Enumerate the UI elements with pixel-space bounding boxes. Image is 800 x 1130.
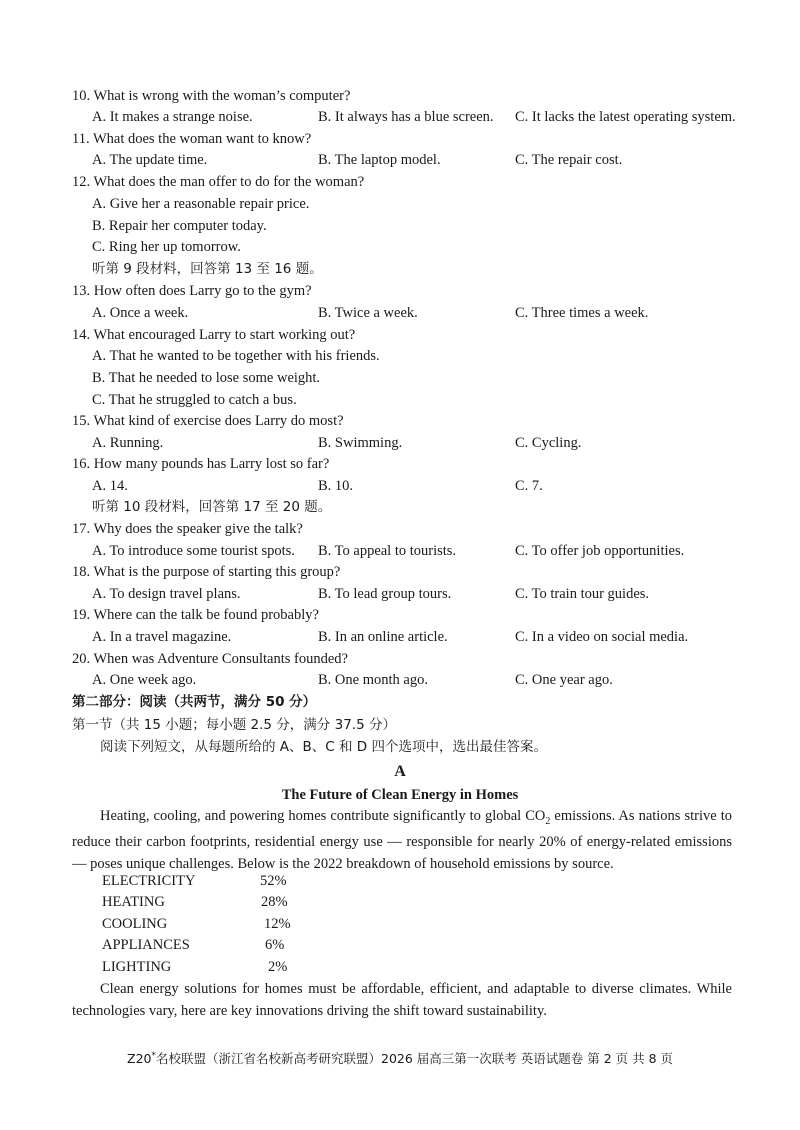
passage-title: The Future of Clean Energy in Homes (281, 787, 519, 803)
q13-option-c: C. Three times a week. (515, 305, 649, 321)
q12-option-a: A. Give her a reasonable repair price. (92, 196, 310, 212)
footer-prefix: Z20 (127, 1051, 152, 1067)
breakdown-source: ELECTRICITY (102, 873, 196, 889)
breakdown-source: COOLING (102, 916, 168, 932)
p2-text: Clean energy solutions for homes must be affordable, efficient, and adaptable to diverse climates. While technologies vary, here are key innovations driving the shift toward sustainability. (72, 981, 732, 1019)
q12-option-c: C. Ring her up tomorrow. (92, 239, 241, 255)
q16-option-b: B. 10. (318, 478, 354, 494)
p1-text-before: Heating, cooling, and powering homes contribute significantly to global CO (100, 808, 546, 824)
q16-option-a: A. 14. (92, 478, 128, 494)
footer-sup: * (151, 1051, 156, 1061)
breakdown-share: 12% (264, 916, 291, 932)
segment-10-instruction: 听第 10 段材料，回答第 17 至 20 题。 (92, 499, 332, 515)
reading-directions: 阅读下列短文，从每题所给的 A、B、C 和 D 四个选项中，选出最佳答案。 (100, 739, 547, 755)
question-12: 12. What does the man offer to do for the woman? (72, 174, 365, 190)
q18-option-b: B. To lead group tours. (318, 586, 452, 602)
q18-option-c: C. To train tour guides. (515, 586, 650, 602)
question-14: 14. What encouraged Larry to start working out? (72, 327, 356, 343)
q18-option-a: A. To design travel plans. (92, 586, 241, 602)
breakdown-source: HEATING (102, 894, 165, 910)
q14-option-b: B. That he needed to lose some weight. (92, 370, 321, 386)
passage-paragraph-1 (72, 806, 732, 875)
question-11: 11. What does the woman want to know? (72, 131, 312, 147)
breakdown-source: APPLIANCES (102, 937, 190, 953)
q10-option-c: C. It lacks the latest operating system. (515, 109, 736, 125)
q19-option-b: B. In an online article. (318, 629, 448, 645)
p1-text-after: emissions. As nations strive to reduce their carbon footprints, residential energy use — responsible for nearly 20% of energy-related emissions — poses unique challenges. Below is the 2022 breakdown of household emissions by source. (72, 808, 732, 872)
q13-option-b: B. Twice a week. (318, 305, 418, 321)
q16-option-c: C. 7. (515, 478, 543, 494)
segment-9-instruction: 听第 9 段材料，回答第 13 至 16 题。 (92, 261, 323, 277)
page-footer (0, 1046, 800, 1069)
q20-option-b: B. One month ago. (318, 672, 428, 688)
question-16: 16. How many pounds has Larry lost so far? (72, 456, 330, 472)
breakdown-share: 52% (260, 873, 287, 889)
q12-option-b: B. Repair her computer today. (92, 218, 267, 234)
q15-option-a: A. Running. (92, 435, 164, 451)
breakdown-share: 28% (261, 894, 288, 910)
q11-option-a: A. The update time. (92, 152, 208, 168)
passage-letter: A (394, 763, 406, 780)
question-15: 15. What kind of exercise does Larry do most? (72, 413, 344, 429)
q15-option-b: B. Swimming. (318, 435, 403, 451)
q20-option-c: C. One year ago. (515, 672, 613, 688)
part-2-heading: 第二部分：阅读（共两节，满分 50 分） (72, 694, 317, 710)
question-20: 20. When was Adventure Consultants founded? (72, 651, 348, 667)
q19-option-c: C. In a video on social media. (515, 629, 689, 645)
q14-option-a: A. That he wanted to be together with his friends. (92, 348, 380, 364)
section-1-heading: 第一节（共 15 小题；每小题 2.5 分，满分 37.5 分） (72, 717, 396, 733)
breakdown-share: 2% (268, 959, 288, 975)
q10-option-b: B. It always has a blue screen. (318, 109, 494, 125)
p1-subscript: 2 (545, 815, 551, 827)
q14-option-c: C. That he struggled to catch a bus. (92, 392, 297, 408)
q19-option-a: A. In a travel magazine. (92, 629, 232, 645)
q13-option-a: A. Once a week. (92, 305, 189, 321)
q20-option-a: A. One week ago. (92, 672, 197, 688)
question-10: 10. What is wrong with the woman’s computer? (72, 88, 351, 104)
breakdown-source: LIGHTING (102, 959, 172, 975)
footer-text: 名校联盟（浙江省名校新高考研究联盟）2026 届高三第一次联考 英语试题卷 第 2 页 共 8 页 (155, 1051, 673, 1067)
q17-option-c: C. To offer job opportunities. (515, 543, 685, 559)
q11-option-c: C. The repair cost. (515, 152, 623, 168)
q17-option-a: A. To introduce some tourist spots. (92, 543, 295, 559)
question-17: 17. Why does the speaker give the talk? (72, 521, 303, 537)
breakdown-share: 6% (265, 937, 285, 953)
passage-paragraph-2 (72, 979, 732, 1022)
q11-option-b: B. The laptop model. (318, 152, 441, 168)
question-13: 13. How often does Larry go to the gym? (72, 283, 312, 299)
question-18: 18. What is the purpose of starting this group? (72, 564, 341, 580)
question-19: 19. Where can the talk be found probably? (72, 607, 319, 623)
q10-option-a: A. It makes a strange noise. (92, 109, 253, 125)
q17-option-b: B. To appeal to tourists. (318, 543, 457, 559)
q15-option-c: C. Cycling. (515, 435, 582, 451)
